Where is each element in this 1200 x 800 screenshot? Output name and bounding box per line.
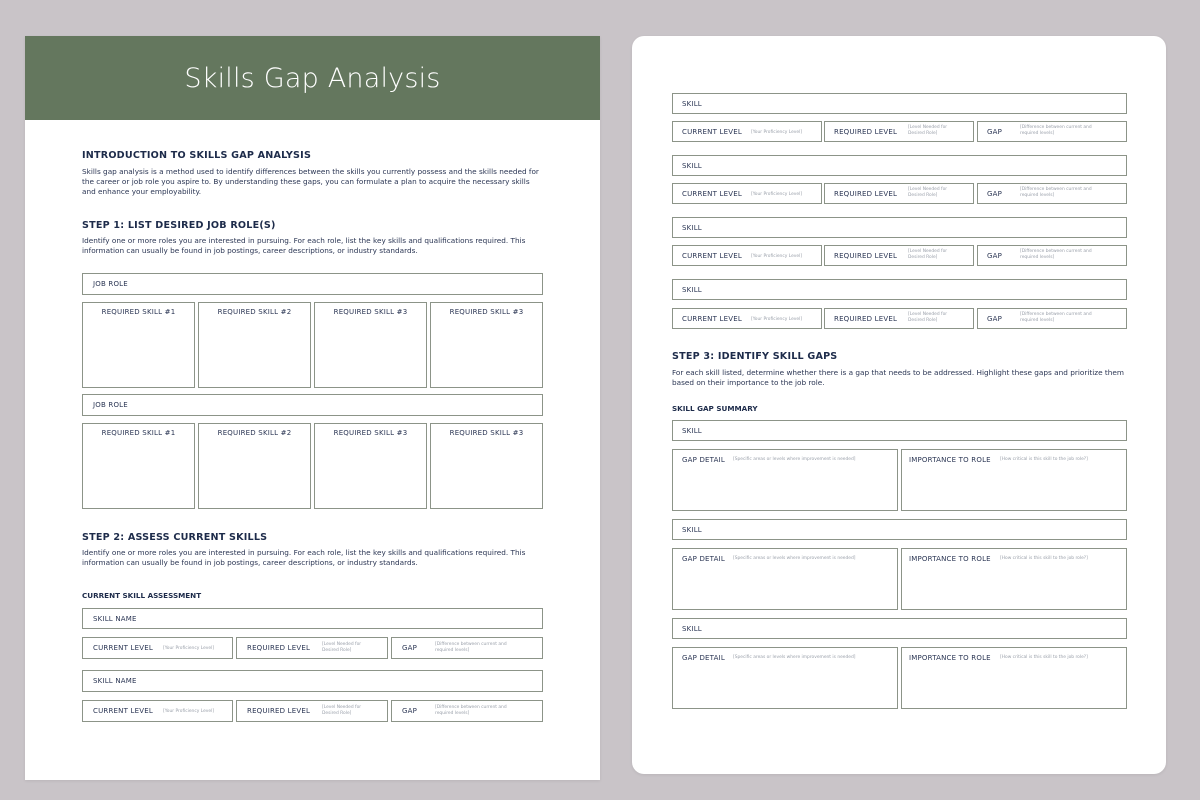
job-role-field[interactable] (82, 394, 543, 416)
step1-heading: STEP 1: LIST DESIRED JOB ROLE(S) (82, 220, 276, 231)
required-level-field[interactable] (824, 183, 974, 204)
importance-label: IMPORTANCE TO ROLE (909, 456, 991, 464)
required-level-hint: [Level Needed for Desired Role] (908, 187, 948, 198)
current-level-label: CURRENT LEVEL (682, 315, 742, 323)
gap-label: GAP (402, 707, 418, 715)
gap-hint: [Difference between current and required levels] (1020, 125, 1092, 136)
skill-name-label: SKILL NAME (93, 615, 137, 623)
page-title: Skills Gap Analysis (25, 36, 600, 120)
gap-detail-label: GAP DETAIL (682, 654, 725, 662)
required-level-label: REQUIRED LEVEL (834, 128, 898, 136)
required-skill-label: REQUIRED SKILL #1 (101, 429, 176, 437)
current-level-hint: [Your Proficiency Level] (751, 317, 803, 322)
intro-text: Skills gap analysis is a method used to identify differences between the skills you currently possess and the skills needed for the career or job role you aspire to. By understanding these gaps, you can formulate a plan to acquire the necessary skills and enhance your employability. (82, 167, 539, 196)
required-level-field[interactable] (236, 637, 388, 659)
current-level-field[interactable] (672, 308, 822, 329)
current-level-hint: [Your Proficiency Level] (751, 254, 803, 259)
required-skill-label: REQUIRED SKILL #1 (101, 308, 176, 316)
current-level-hint: [Your Proficiency Level] (163, 646, 215, 651)
skill-label: SKILL (682, 526, 702, 534)
skill-label: SKILL (682, 100, 702, 108)
gap-detail-hint: [Specific areas or levels where improvement is needed] (733, 655, 856, 660)
job-role-field[interactable] (82, 273, 543, 295)
skill-label: SKILL (682, 286, 702, 294)
required-level-label: REQUIRED LEVEL (834, 190, 898, 198)
current-level-label: CURRENT LEVEL (682, 252, 742, 260)
current-level-hint: [Your Proficiency Level] (163, 709, 215, 714)
gap-detail-hint: [Specific areas or levels where improvement is needed] (733, 556, 856, 561)
required-skill-label: REQUIRED SKILL #3 (449, 308, 524, 316)
current-level-field[interactable] (672, 245, 822, 266)
gap-detail-box[interactable] (672, 548, 898, 610)
job-role-label: JOB ROLE (93, 280, 128, 288)
skill-name-field[interactable] (82, 670, 543, 692)
required-level-hint: [Level Needed for Desired Role] (908, 125, 948, 136)
current-level-field[interactable] (82, 700, 233, 722)
page-one (25, 36, 600, 780)
gap-hint: [Difference between current and required levels] (1020, 312, 1092, 323)
required-level-hint: [Level Needed for Desired Role] (322, 705, 362, 716)
gap-field[interactable] (977, 121, 1127, 142)
gap-summary-subheading: SKILL GAP SUMMARY (672, 404, 758, 413)
step3-text: For each skill listed, determine whether there is a gap that needs to be addressed. Highlight these gaps and prioritize them based on their importance to the job role. (672, 368, 1124, 387)
skill-field[interactable] (672, 519, 1127, 540)
current-level-field[interactable] (672, 183, 822, 204)
step3-heading: STEP 3: IDENTIFY SKILL GAPS (672, 351, 838, 362)
required-level-label: REQUIRED LEVEL (247, 707, 311, 715)
required-skill-label: REQUIRED SKILL #2 (217, 308, 292, 316)
current-level-hint: [Your Proficiency Level] (751, 130, 803, 135)
gap-hint: [Difference between current and required levels] (1020, 249, 1092, 260)
required-skill-box[interactable] (198, 423, 311, 509)
required-level-field[interactable] (824, 245, 974, 266)
importance-box[interactable] (901, 647, 1127, 709)
gap-detail-box[interactable] (672, 449, 898, 511)
required-skill-box[interactable] (430, 302, 543, 388)
gap-hint: [Difference between current and required levels] (1020, 187, 1092, 198)
importance-box[interactable] (901, 548, 1127, 610)
gap-label: GAP (987, 315, 1003, 323)
required-level-hint: [Level Needed for Desired Role] (908, 312, 948, 323)
required-skill-box[interactable] (314, 302, 427, 388)
required-level-hint: [Level Needed for Desired Role] (322, 642, 362, 653)
skill-label: SKILL (682, 224, 702, 232)
required-level-label: REQUIRED LEVEL (834, 315, 898, 323)
required-level-field[interactable] (824, 308, 974, 329)
current-level-label: CURRENT LEVEL (682, 190, 742, 198)
importance-hint: [How critical is this skill to the job role?] (1000, 457, 1088, 462)
gap-label: GAP (987, 128, 1003, 136)
skill-name-label: SKILL NAME (93, 677, 137, 685)
intro-heading: INTRODUCTION TO SKILLS GAP ANALYSIS (82, 150, 312, 161)
gap-field[interactable] (977, 245, 1127, 266)
gap-label: GAP (402, 644, 418, 652)
skill-field[interactable] (672, 279, 1127, 300)
gap-field[interactable] (977, 308, 1127, 329)
gap-hint: [Difference between current and required levels] (435, 705, 507, 716)
current-level-hint: [Your Proficiency Level] (751, 192, 803, 197)
gap-label: GAP (987, 190, 1003, 198)
skill-field[interactable] (672, 420, 1127, 441)
gap-hint: [Difference between current and required levels] (435, 642, 507, 653)
step2-heading: STEP 2: ASSESS CURRENT SKILLS (82, 532, 268, 543)
gap-label: GAP (987, 252, 1003, 260)
gap-field[interactable] (977, 183, 1127, 204)
skill-field[interactable] (672, 217, 1127, 238)
current-level-label: CURRENT LEVEL (93, 707, 153, 715)
gap-field[interactable] (391, 700, 543, 722)
importance-hint: [How critical is this skill to the job role?] (1000, 655, 1088, 660)
required-skill-box[interactable] (314, 423, 427, 509)
current-level-field[interactable] (82, 637, 233, 659)
gap-detail-label: GAP DETAIL (682, 555, 725, 563)
job-role-label: JOB ROLE (93, 401, 128, 409)
skill-label: SKILL (682, 427, 702, 435)
importance-box[interactable] (901, 449, 1127, 511)
gap-detail-label: GAP DETAIL (682, 456, 725, 464)
gap-detail-hint: [Specific areas or levels where improvement is needed] (733, 457, 856, 462)
skill-field[interactable] (672, 618, 1127, 639)
importance-hint: [How critical is this skill to the job role?] (1000, 556, 1088, 561)
required-skill-label: REQUIRED SKILL #3 (449, 429, 524, 437)
required-skill-label: REQUIRED SKILL #2 (217, 429, 292, 437)
skill-field[interactable] (672, 155, 1127, 176)
required-skill-box[interactable] (198, 302, 311, 388)
gap-field[interactable] (391, 637, 543, 659)
required-level-field[interactable] (824, 121, 974, 142)
required-skill-box[interactable] (430, 423, 543, 509)
skill-label: SKILL (682, 162, 702, 170)
step1-text: Identify one or more roles you are interested in pursuing. For each role, list the key skills and qualifications required. This information can usually be found in job postings, career descriptions, or industry standards. (82, 236, 526, 255)
step2-text: Identify one or more roles you are interested in pursuing. For each role, list the key skills and qualifications required. This information can usually be found in job postings, career descriptions, or industry standards. (82, 548, 526, 567)
skill-label: SKILL (682, 625, 702, 633)
assessment-subheading: CURRENT SKILL ASSESSMENT (82, 591, 202, 600)
required-skill-box[interactable] (82, 302, 195, 388)
required-skill-box[interactable] (82, 423, 195, 509)
required-level-label: REQUIRED LEVEL (247, 644, 311, 652)
required-skill-label: REQUIRED SKILL #3 (333, 308, 408, 316)
skill-name-field[interactable] (82, 608, 543, 629)
required-level-hint: [Level Needed for Desired Role] (908, 249, 948, 260)
importance-label: IMPORTANCE TO ROLE (909, 555, 991, 563)
required-level-label: REQUIRED LEVEL (834, 252, 898, 260)
importance-label: IMPORTANCE TO ROLE (909, 654, 991, 662)
page-two (632, 36, 1166, 774)
skill-field[interactable] (672, 93, 1127, 114)
current-level-label: CURRENT LEVEL (93, 644, 153, 652)
required-skill-label: REQUIRED SKILL #3 (333, 429, 408, 437)
current-level-label: CURRENT LEVEL (682, 128, 742, 136)
required-level-field[interactable] (236, 700, 388, 722)
gap-detail-box[interactable] (672, 647, 898, 709)
current-level-field[interactable] (672, 121, 822, 142)
